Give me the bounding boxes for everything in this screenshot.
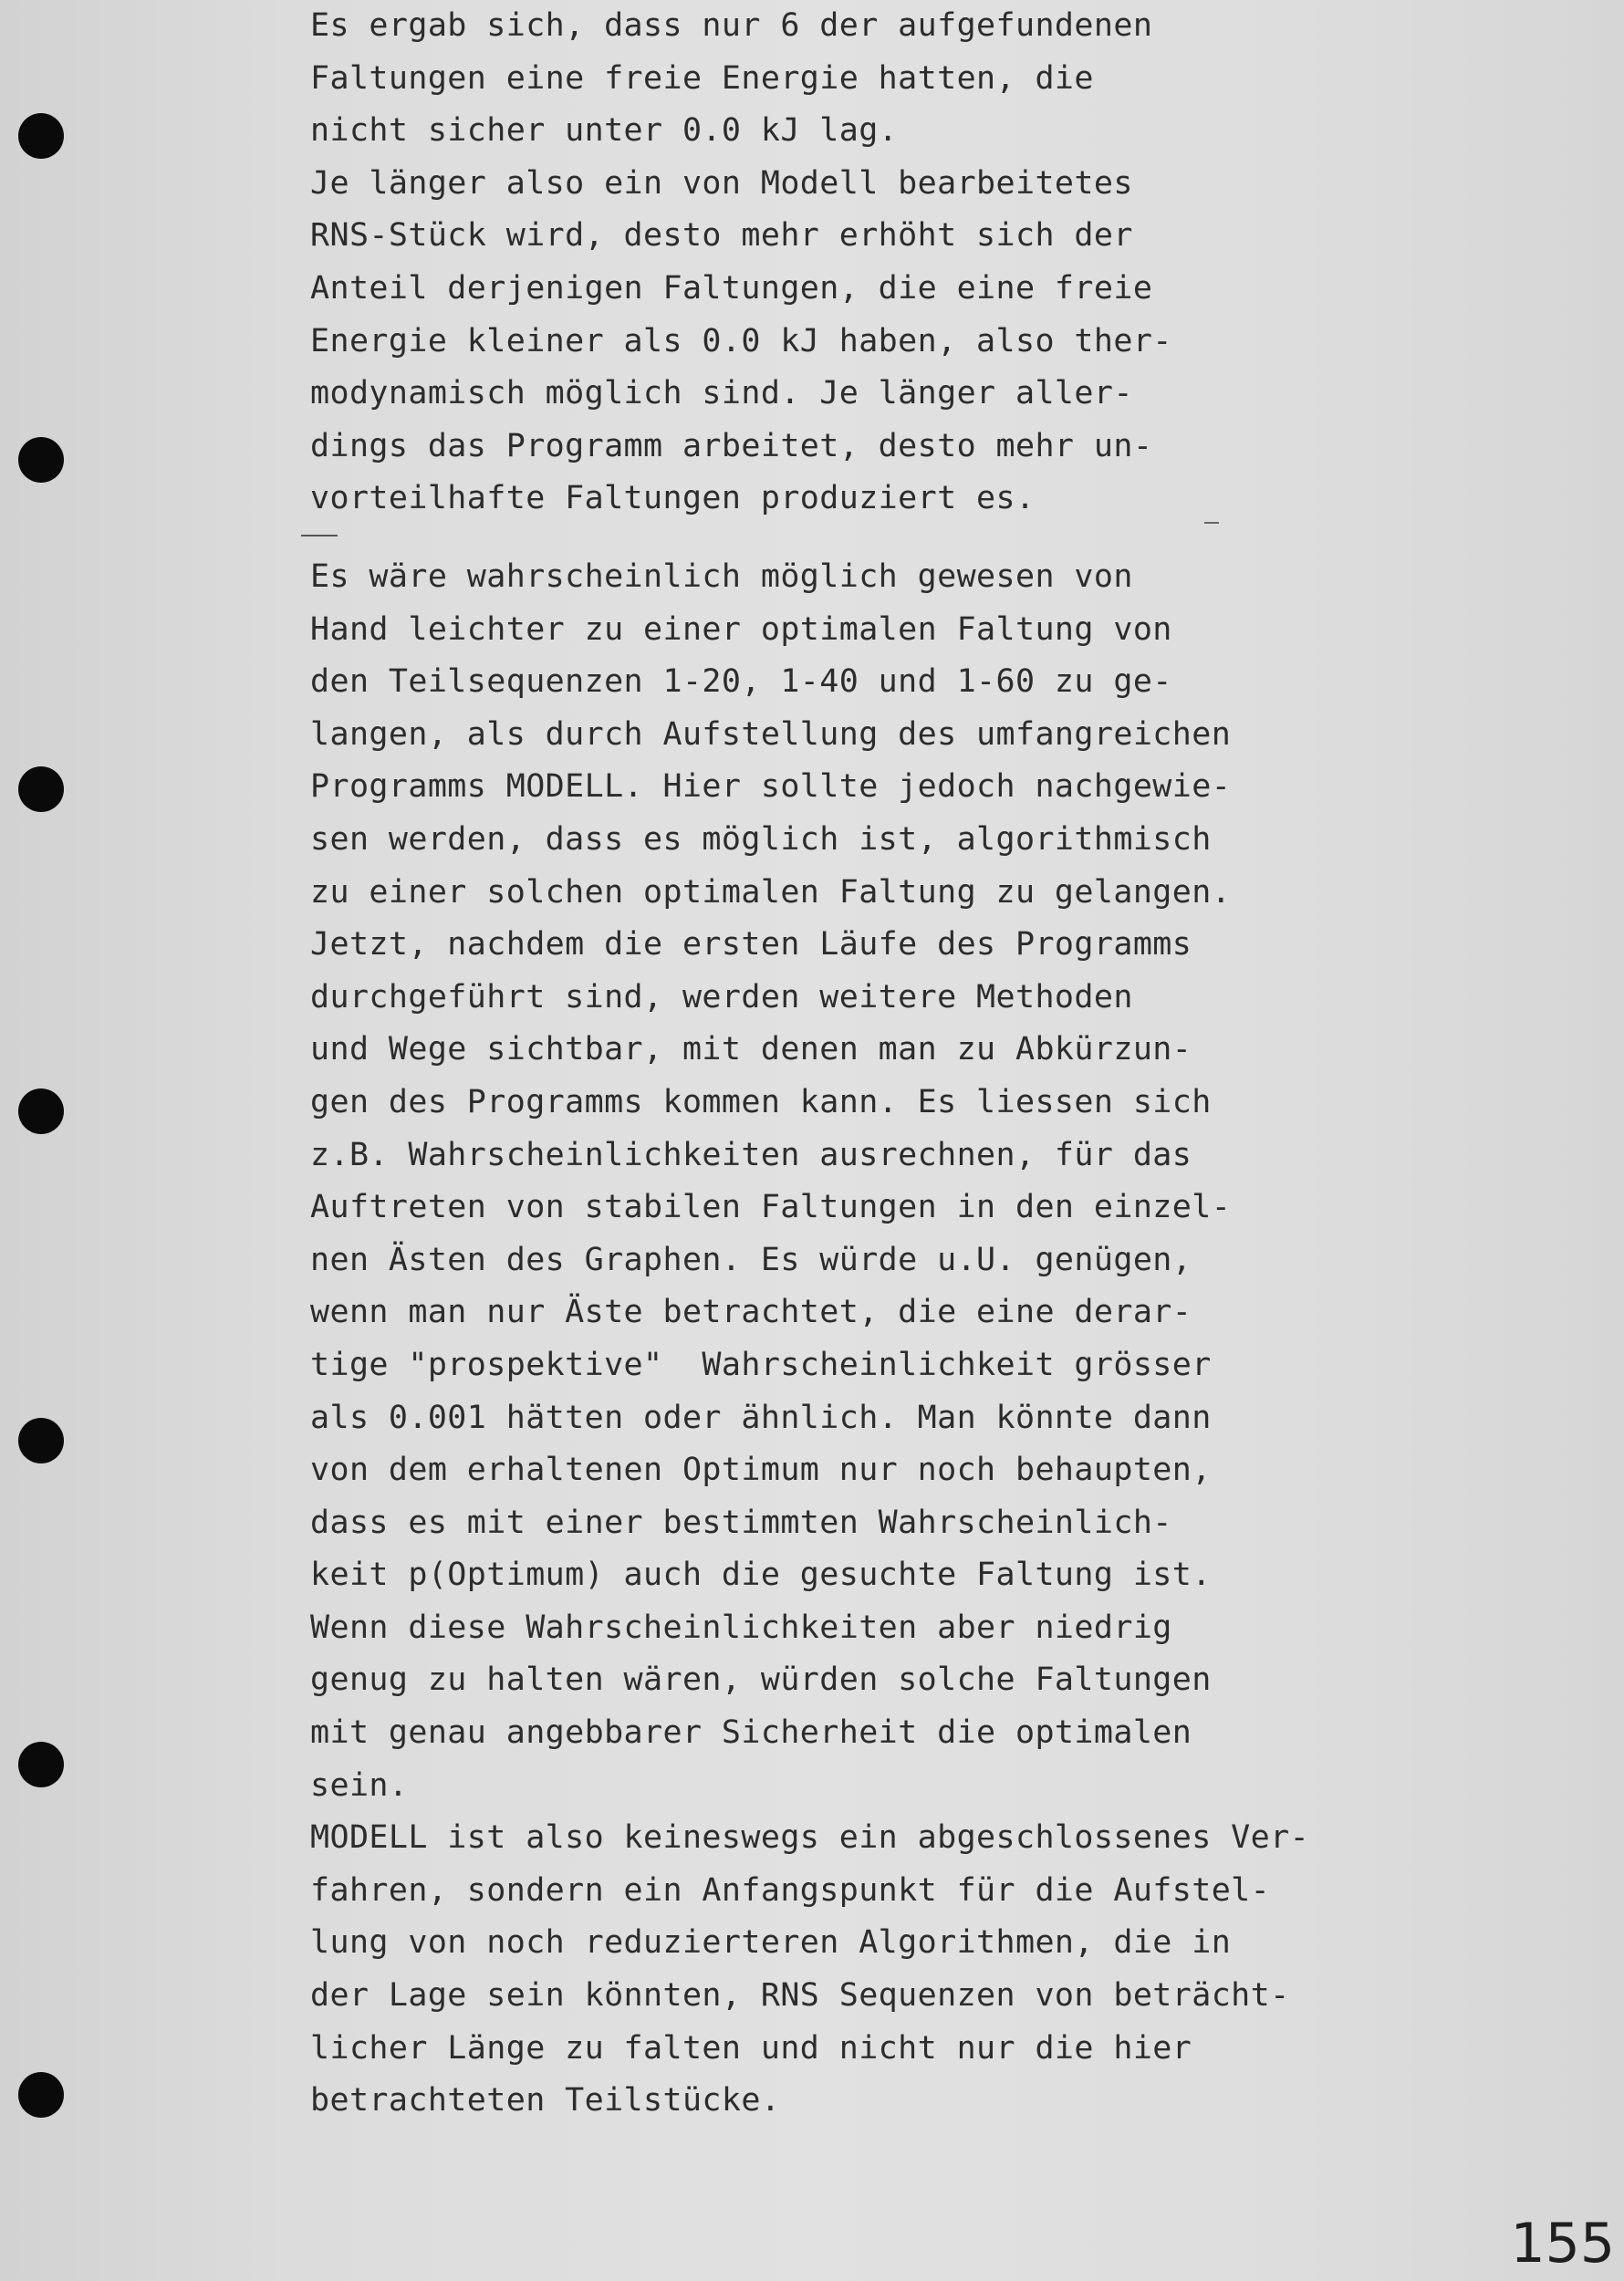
text-line: gen des Programms kommen kann. Es liessen sich [310,1083,1212,1120]
text-line: Faltungen eine freie Energie hatten, die [310,59,1094,97]
page-number: 155 [1510,2212,1615,2276]
text-line: lung von noch reduzierteren Algorithmen, die in [310,1924,1232,1962]
paragraph-divider [301,535,338,536]
text-line: Anteil derjenigen Faltungen, die eine freie [310,269,1153,307]
punch-hole [18,1742,64,1787]
text-line: MODELL ist also keineswegs ein abgeschlossenes Ver- [310,1819,1310,1857]
text-line: langen, als durch Aufstellung des umfangreichen [310,715,1232,753]
text-line: mit genau angebbarer Sicherheit die optimalen [310,1714,1192,1752]
text-line: nicht sicher unter 0.0 kJ lag. [310,112,899,150]
text-line: sein. [310,1766,409,1804]
text-line: Auftreten von stabilen Faltungen in den einzel- [310,1189,1232,1226]
text-line: tige "prospektive" Wahrscheinlichkeit grösser [310,1346,1212,1383]
text-line: Es wäre wahrscheinlich möglich gewesen von [310,558,1133,595]
text-line: licher Länge zu falten und nicht nur die hier [310,2029,1192,2067]
punch-hole [18,1088,64,1134]
text-line: Hand leichter zu einer optimalen Faltung von [310,610,1172,648]
text-line: Je länger also ein von Modell bearbeitetes [310,164,1133,202]
text-line: keit p(Optimum) auch die gesuchte Faltung ist. [310,1557,1212,1594]
text-line: nen Ästen des Graphen. Es würde u.U. genügen, [310,1241,1192,1278]
margin-tick [1204,522,1219,524]
punch-hole [18,113,64,159]
text-line: dass es mit einer bestimmten Wahrscheinlich- [310,1504,1172,1541]
text-line: z.B. Wahrscheinlichkeiten ausrechnen, für das [310,1136,1192,1173]
text-line: Energie kleiner als 0.0 kJ haben, also ther- [310,322,1172,359]
paragraph-1 [310,0,1496,526]
text-line: betrachteten Teilstücke. [310,2082,781,2120]
punch-hole [18,2072,64,2118]
punch-hole [18,1418,64,1463]
text-line: den Teilsequenzen 1-20, 1-40 und 1-60 zu ge- [310,663,1172,701]
text-line: dings das Programm arbeitet, desto mehr un- [310,427,1153,464]
text-line: Wenn diese Wahrscheinlichkeiten aber niedrig [310,1609,1172,1646]
text-line: wenn man nur Äste betrachtet, die eine derar- [310,1294,1192,1331]
text-line: vorteilhafte Faltungen produziert es. [310,480,1036,517]
text-line: von dem erhaltenen Optimum nur noch behaupten, [310,1452,1212,1489]
text-line: sen werden, dass es möglich ist, algorithmisch [310,820,1212,858]
punch-hole [18,766,64,812]
text-line: Es ergab sich, dass nur 6 der aufgefundenen [310,7,1153,44]
text-line: Programms MODELL. Hier sollte jedoch nachgewie- [310,768,1232,806]
punch-hole [18,437,64,483]
text-line: der Lage sein könnten, RNS Sequenzen von beträcht- [310,1977,1290,2015]
text-line: genug zu halten wären, würden solche Faltungen [310,1661,1212,1699]
text-line: durchgeführt sind, werden weitere Methoden [310,978,1133,1016]
text-line: modynamisch möglich sind. Je länger aller- [310,375,1133,412]
paragraph-2 [310,551,1496,2128]
text-line: und Wege sichtbar, mit denen man zu Abkürzun- [310,1031,1192,1068]
text-line: als 0.001 hätten oder ähnlich. Man könnte dann [310,1399,1212,1436]
text-line: Jetzt, nachdem die ersten Läufe des Programms [310,926,1192,963]
text-line: fahren, sondern ein Anfangspunkt für die Aufstel- [310,1871,1271,1909]
text-line: RNS-Stück wird, desto mehr erhöht sich der [310,217,1133,255]
text-line: zu einer solchen optimalen Faltung zu gelangen. [310,873,1232,911]
